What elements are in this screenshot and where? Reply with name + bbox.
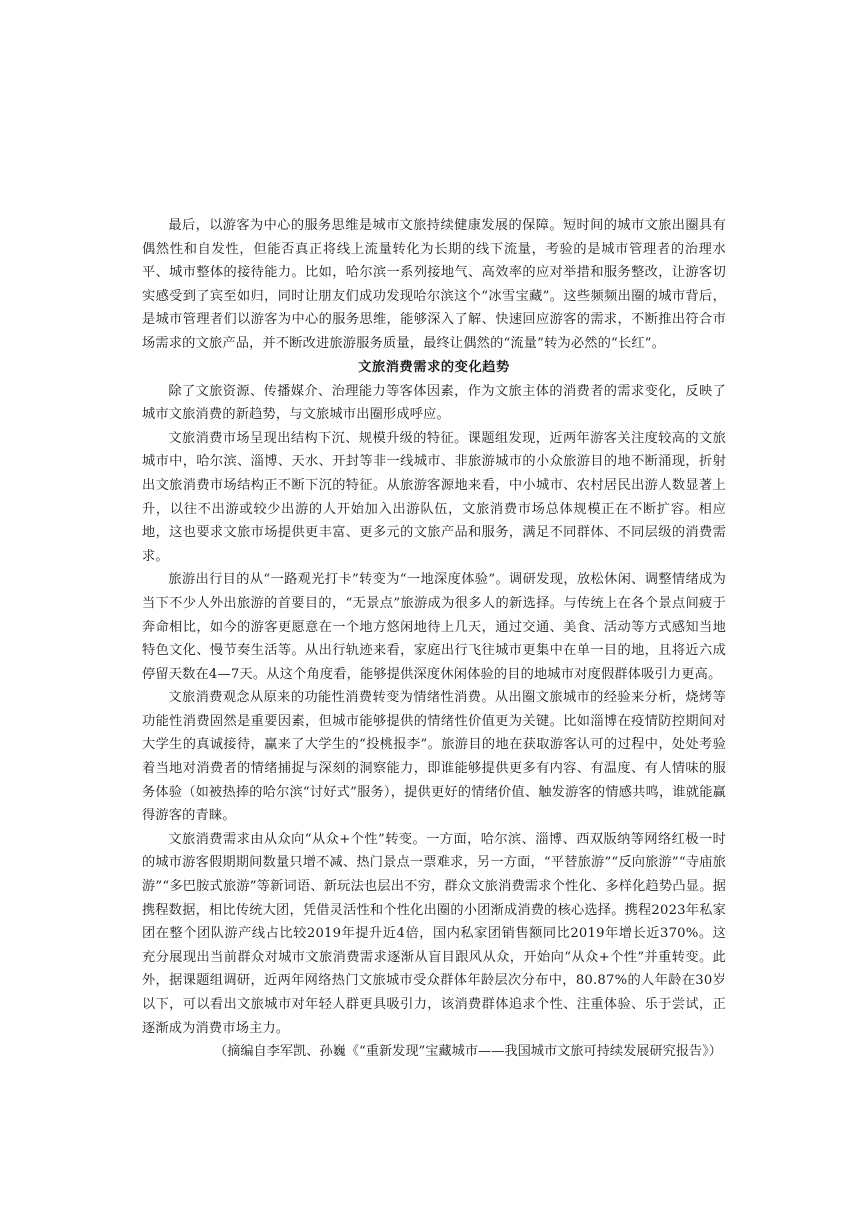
paragraph-market-structure: 文旅消费市场呈现出结构下沉、规模升级的特征。课题组发现，近两年游客关注度较高的文旅城市中，哈尔滨、淄博、天水、开封等非一线城市、非旅游城市的小众旅游目的地不断涌现，折射出文旅消费市场结构正不断下沉的特征。从旅游客源地来看，中小城市、农村居民出游人数显著上升，以往不出游或较少出游的人开始加入出游队伍，文旅消费市场总体规模正在不断扩容。相应地，这也要求文旅市场提供更丰富、更多元的文旅产品和服务，满足不同群体、不同层级的消费需求。 <box>142 430 726 564</box>
paragraph-service-thinking: 最后，以游客为中心的服务思维是城市文旅持续健康发展的保障。短时间的城市文旅出圈具有偶然性和自发性，但能否真正将线上流量转化为长期的线下流量，考验的是城市管理者的治理水平、城市整体的接待能力。比如，哈尔滨一系列接地气、高效率的应对举措和服务整改，让游客切实感受到了宾至如归，同时让朋友们成功发现哈尔滨这个“冰雪宝藏”。这些频频出圈的城市背后，是城市管理者们以游客为中心的服务思维，能够深入了解、快速回应游客的需求，不断推出符合市场需求的文旅产品，并不断改进旅游服务质量，最终让偶然的“流量”转为必然的“长红”。 <box>142 218 726 351</box>
source-citation: （摘编自李军凯、孙巍《“重新发现”宝藏城市——我国城市文旅可持续发展研究报告》） <box>213 1044 722 1060</box>
article-page <box>142 214 726 1064</box>
section-heading: 文旅消费需求的变化趋势 <box>358 359 510 375</box>
paragraph-travel-purpose: 旅游出行目的从“一路观光打卡”转变为“一地深度体验”。调研发现，放松休闲、调整情绪成为当下不少人外出旅游的首要目的，“无景点”旅游成为很多人的新选择。与传统上在各个景点间疲于奔命相比，如今的游客更愿意在一个地方悠闲地待上几天，通过交通、美食、活动等方式感知当地特色文化、慢节奏生活等。从出行轨迹来看，家庭出行飞往城市更集中在单一目的地，且将近六成停留天数在4—7天。从这个角度看，能够提供深度休闲体验的目的地城市对度假群体吸引力更高。 <box>142 572 726 682</box>
paragraph-consumption-concept: 文旅消费观念从原来的功能性消费转变为情绪性消费。从出圈文旅城市的经验来分析，烧烤等功能性消费固然是重要因素，但城市能够提供的情绪性价值更为关键。比如淄博在疫情防控期间对大学生的真诚接待，赢来了大学生的“投桃报李”。旅游目的地在获取游客认可的过程中，处处考验着当地对消费者的情绪捕捉与深刻的洞察能力，即谁能够提供更多有内容、有温度、有人情味的服务体验（如被热捧的哈尔滨“讨好式”服务），提供更好的情绪价值、触发游客的情感共鸣，谁就能赢得游客的青睐。 <box>142 690 726 824</box>
paragraph-intro: 除了文旅资源、传播媒介、治理能力等客体因素，作为文旅主体的消费者的需求变化，反映了城市文旅消费的新趋势，与文旅城市出圈形成呼应。 <box>142 383 726 423</box>
paragraph-demand-shift: 文旅消费需求由从众向“从众+个性”转变。一方面，哈尔滨、淄博、西双版纳等网络红极一时的城市游客假期期间数量只增不减、热门景点一票难求，另一方面，“平替旅游”“反向旅游”“寺庙旅游”“多巴胺式旅游”等新词语、新玩法也层出不穷，群众文旅消费需求个性化、多样化趋势凸显。据携程数据，相比传统大团，凭借灵活性和个性化出圈的小团渐成消费的核心选择。携程2023年私家团在整个团队游产线占比较2019年提升近4倍，国内私家团销售额同比2019年增长近370%。这充分展现出当前群众对城市文旅消费需求逐渐从盲目跟风从众，开始向“从众+个性”并重转变。此外，据课题组调研，近两年网络热门文旅城市受众群体年龄层次分布中，80.87%的人年龄在30岁以下，可以看出文旅城市对年轻人群更具吸引力，该消费群体追求个性、注重体验、乐于尝试，正逐渐成为消费市场主力。 <box>142 831 726 1036</box>
